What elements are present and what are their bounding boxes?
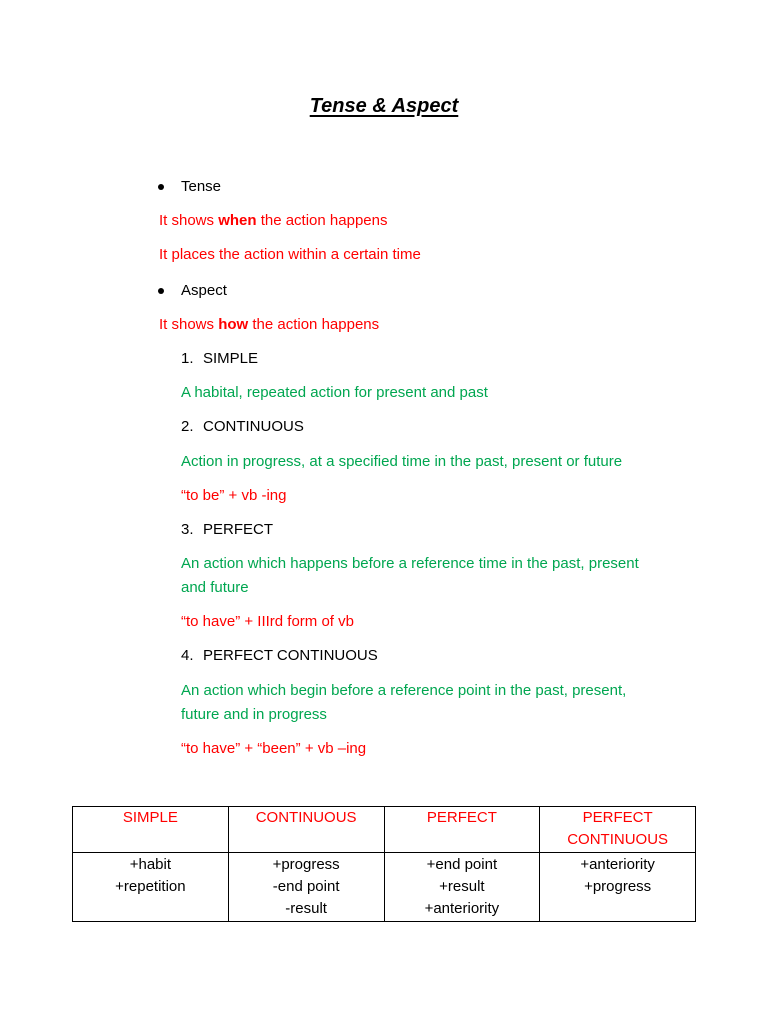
cell-value: +progress <box>272 856 340 873</box>
aspect-item-perfect <box>181 520 273 540</box>
cell-value: +habit <box>129 856 172 873</box>
table-cell <box>73 853 229 922</box>
tense-definition-pre: It shows <box>159 212 219 229</box>
cell-value: -end point <box>272 878 340 895</box>
list-number: 3. <box>181 521 194 538</box>
aspect-description: and future <box>181 579 249 596</box>
aspect-description: future and in progress <box>181 706 327 723</box>
table-header-cell: SIMPLE <box>73 807 229 853</box>
aspect-definition-keyword: how <box>218 316 249 333</box>
tense-definition-keyword: when <box>218 212 257 229</box>
table-row <box>73 853 696 922</box>
aspect-definition-post: the action happens <box>248 316 380 333</box>
aspect-definition-pre: It shows <box>159 316 219 333</box>
list-number: 2. <box>181 418 194 435</box>
list-number: 1. <box>181 350 194 367</box>
aspect-description: A habital, repeated action for present and past <box>181 384 488 401</box>
list-number: 4. <box>181 647 194 664</box>
table-header-cell: PERFECT <box>384 807 540 853</box>
cell-value: +end point <box>426 856 498 873</box>
table-cell <box>540 853 696 922</box>
aspect-formula: “to have” + “been” + vb –ing <box>181 740 367 757</box>
aspect-description: Action in progress, at a specified time in the past, present or future <box>181 453 623 470</box>
aspect-name: PERFECT <box>203 521 274 538</box>
tense-definition-line <box>159 211 387 231</box>
tense-heading: Tense <box>181 178 222 195</box>
bullet-icon <box>158 184 164 190</box>
page-title: Tense & Aspect <box>309 95 459 117</box>
aspect-item-perfect-continuous <box>181 646 378 666</box>
aspect-name: CONTINUOUS <box>203 418 304 435</box>
aspect-description: An action which happens before a reference time in the past, present <box>181 555 639 572</box>
cell-value: +result <box>439 878 485 895</box>
table-cell <box>384 853 540 922</box>
aspect-formula: “to be” + vb -ing <box>181 487 287 504</box>
summary-table <box>72 806 696 922</box>
table-header-row <box>73 807 696 853</box>
tense-explanation-line: It places the action within a certain time <box>159 246 421 263</box>
aspect-formula: “to have” + IIIrd form of vb <box>181 613 354 630</box>
cell-value: -result <box>285 900 327 917</box>
table-header-cell: PERFECT CONTINUOUS <box>540 807 696 853</box>
bullet-icon <box>158 288 164 294</box>
aspect-description: An action which begin before a reference point in the past, present, <box>181 682 627 699</box>
cell-value: +anteriority <box>424 900 500 917</box>
aspect-item-simple <box>181 349 258 369</box>
tense-definition-post: the action happens <box>256 212 388 229</box>
table-cell <box>228 853 384 922</box>
aspect-heading: Aspect <box>181 282 227 299</box>
aspect-definition-line <box>159 315 379 335</box>
aspect-item-continuous <box>181 417 304 437</box>
aspect-name: PERFECT CONTINUOUS <box>203 647 378 664</box>
aspect-name: SIMPLE <box>203 350 259 367</box>
cell-value: +anteriority <box>580 856 655 873</box>
cell-value: +progress <box>584 878 652 895</box>
cell-value: +repetition <box>115 878 186 895</box>
table-header-cell: CONTINUOUS <box>228 807 384 853</box>
